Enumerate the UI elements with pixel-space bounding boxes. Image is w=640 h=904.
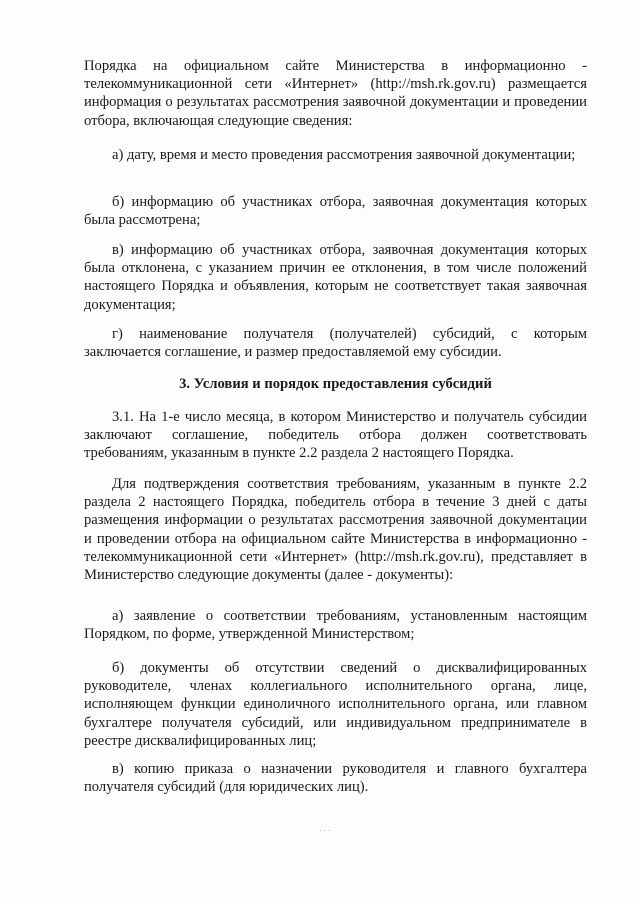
list-item-v-order-copy: в) копию приказа о назначении руководителя и главного бухгалтера получателя субсидий (для юридических лиц).: [84, 761, 587, 796]
clause-3-1: 3.1. На 1-е число месяца, в котором Министерство и получатель субсидии заключают соглашение, победитель отбора должен соответствовать требованиям, указанным в пункте 2.2 раздела 2 настоящего Порядка.: [84, 409, 587, 462]
list-item-a-application: а) заявление о соответствии требованиям, установленным настоящим Порядком, по форме, утвержденной Министерством;: [84, 608, 587, 643]
list-item-g-recipient-name: г) наименование получателя (получателей) субсидий, с которым заключается соглашение, и размер предоставляемой ему субсидии.: [84, 326, 587, 361]
section-3-heading: 3. Условия и порядок предоставления субсидий: [179, 376, 492, 392]
intro-paragraph: Порядка на официальном сайте Министерства в информационно - телекоммуникационной сети «Интернет» (http://msh.rk.gov.ru) размещается информация о результатах рассмотрения заявочной документации и проведении отбора, включающая следующие сведения:: [84, 58, 587, 129]
list-item-v-participants-rejected: в) информацию об участниках отбора, заявочная документация которых была отклонена, с указанием причин ее отклонения, в том числе положений настоящего Порядка и объявления, которым не соответствует такая заявочная документация;: [84, 242, 587, 313]
confirmation-paragraph: Для подтверждения соответствия требованиям, указанным в пункте 2.2 раздела 2 настоящего Порядка, победитель отбора в течение 3 дней с даты размещения информации о результатах рассмотрения заявочной документации и проведении отбора на официальном сайте Министерства в информационно - телекоммуникационной сети «Интернет» (http://msh.rk.gov.ru), представляет в Министерство следующие документы (далее - документы):: [84, 476, 587, 584]
list-item-a-review-date: а) дату, время и место проведения рассмотрения заявочной документации;: [112, 147, 576, 163]
list-item-b-disqualification-documents: б) документы об отсутствии сведений о дисквалифицированных руководителе, членах коллегиального исполнительного органа, лице, исполняющем функции единоличного исполнительного органа, или главном бухгалтере получателя субсидий, или индивидуальном предпринимателе в реестре дисквалифицированных лиц;: [84, 660, 587, 749]
list-item-b-participants-reviewed: б) информацию об участниках отбора, заявочная документация которых была рассмотрена;: [84, 194, 587, 229]
scan-artifact-mark: ˙˙˙: [318, 830, 332, 840]
